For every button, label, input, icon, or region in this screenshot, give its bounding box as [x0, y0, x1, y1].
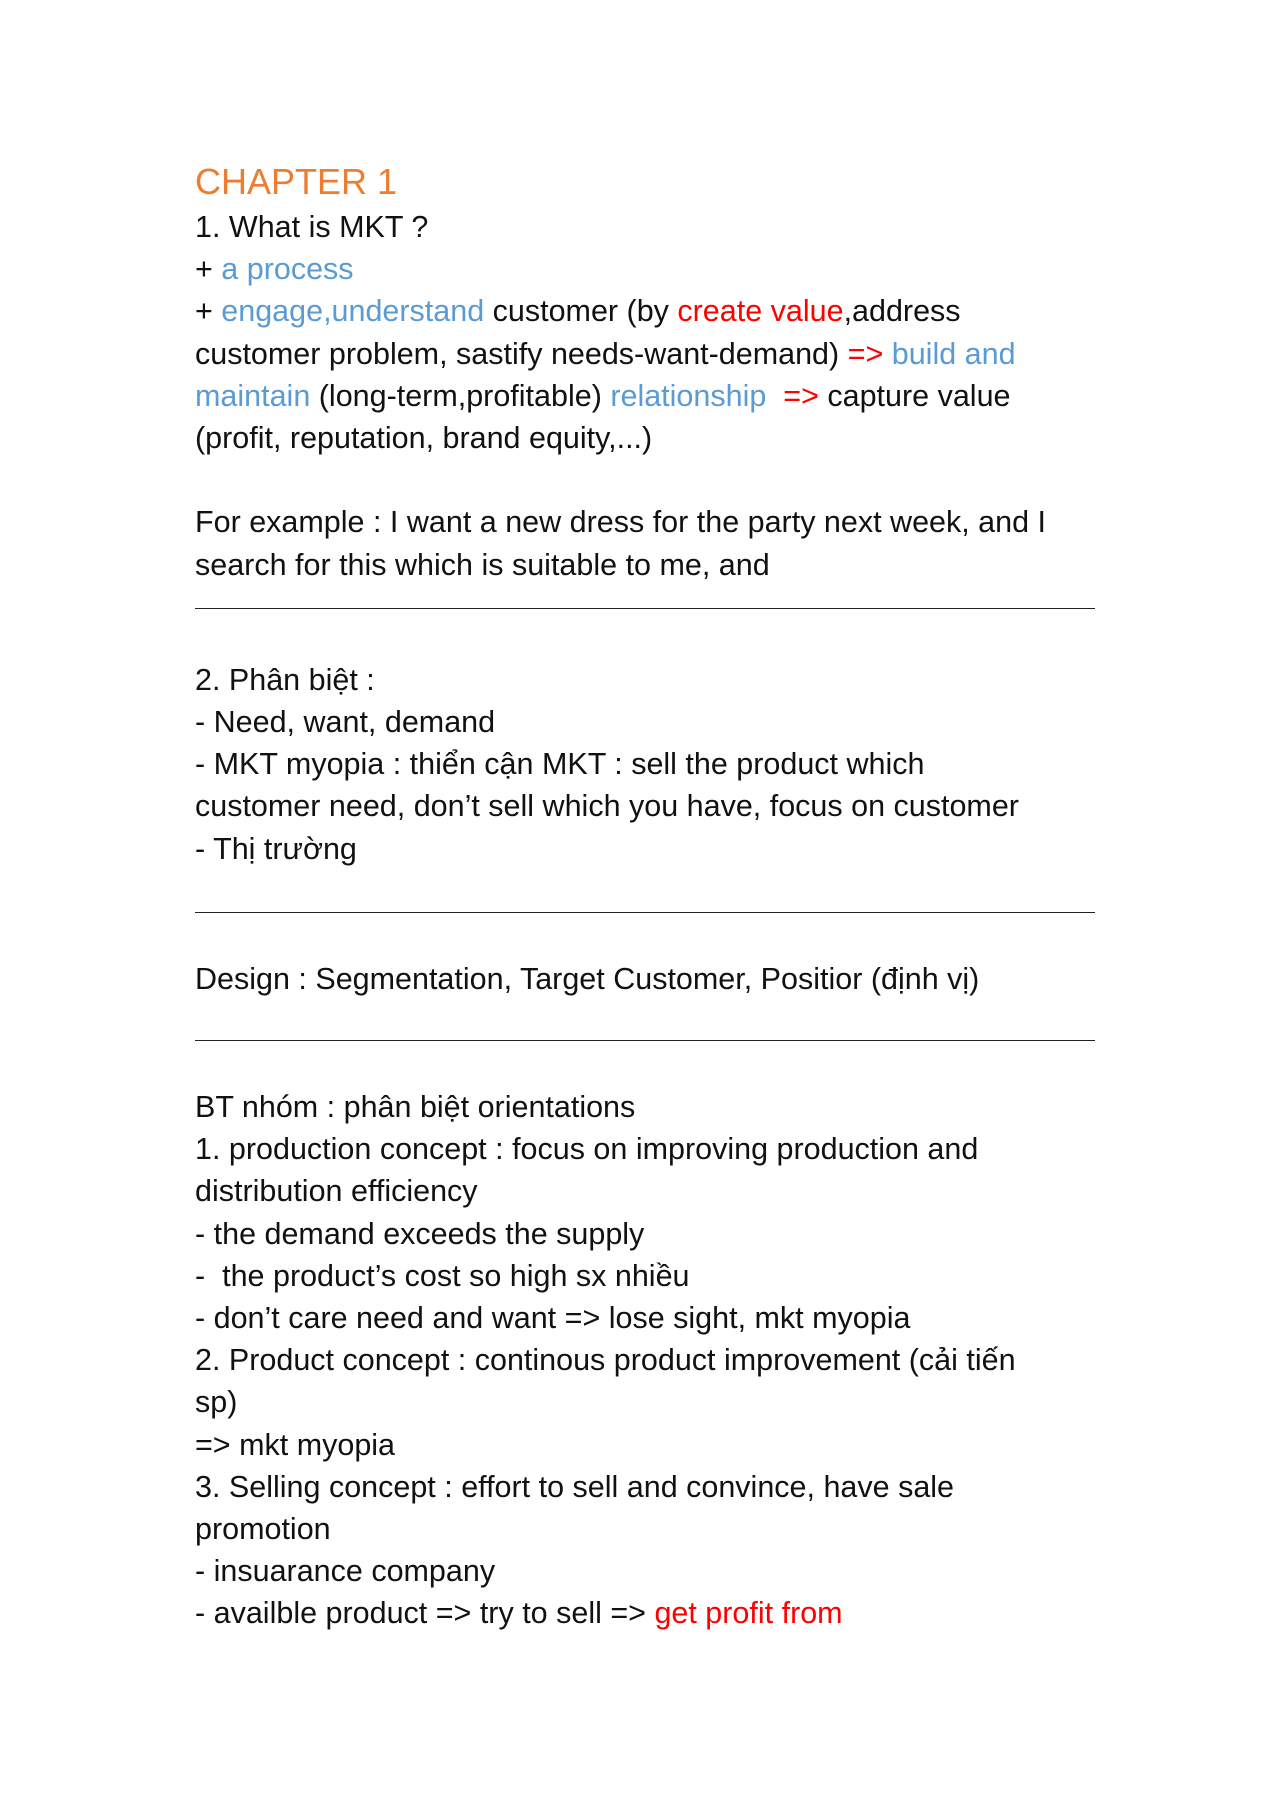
section1-line2: + engage,understand customer (by create value,address	[195, 294, 961, 329]
example-line2: search for this which is suitable to me, and	[195, 547, 770, 582]
group-exercise-line: 1. production concept : focus on improving production and	[195, 1132, 979, 1167]
group-exercise-heading: BT nhóm : phân biệt orientations	[195, 1090, 636, 1125]
section2-item: - Thị trường	[195, 831, 357, 866]
section2-item: - MKT myopia : thiển cận MKT : sell the product which	[195, 747, 925, 782]
group-exercise-line: - the product’s cost so high sx nhiều	[195, 1258, 690, 1293]
group-exercise-line: - don’t care need and want => lose sight, mkt myopia	[195, 1301, 911, 1336]
group-exercise-last-line: - availble product => try to sell => get profit from	[195, 1596, 843, 1631]
section1-line5: (profit, reputation, brand equity,...)	[195, 421, 653, 456]
section1-line1: + a process	[195, 252, 354, 287]
group-exercise-line: promotion	[195, 1512, 331, 1547]
section2-item: - Need, want, demand	[195, 705, 496, 740]
group-exercise-line: sp)	[195, 1385, 238, 1420]
section2-heading: 2. Phân biệt :	[195, 662, 375, 697]
group-exercise-line: 2. Product concept : continous product improvement (cải tiến	[195, 1343, 1016, 1378]
example-line1: For example : I want a new dress for the party next week, and I	[195, 505, 1047, 540]
section2-item: customer need, don’t sell which you have, focus on customer	[195, 789, 1019, 824]
chapter-title: CHAPTER 1	[195, 161, 398, 202]
section1-line3: customer problem, sastify needs-want-demand) => build and	[195, 336, 1016, 371]
group-exercise-line: - the demand exceeds the supply	[195, 1216, 645, 1251]
section1-line4: maintain (long-term,profitable) relationship => capture value	[195, 378, 1011, 413]
section1-heading: 1. What is MKT ?	[195, 210, 429, 244]
design-line: Design : Segmentation, Target Customer, Positior (định vị)	[195, 961, 980, 996]
group-exercise-line: 3. Selling concept : effort to sell and convince, have sale	[195, 1469, 955, 1504]
document-body	[195, 158, 1095, 1635]
group-exercise-line: distribution efficiency	[195, 1174, 478, 1209]
group-exercise-line: - insuarance company	[195, 1554, 496, 1589]
group-exercise-line: => mkt myopia	[195, 1427, 396, 1462]
